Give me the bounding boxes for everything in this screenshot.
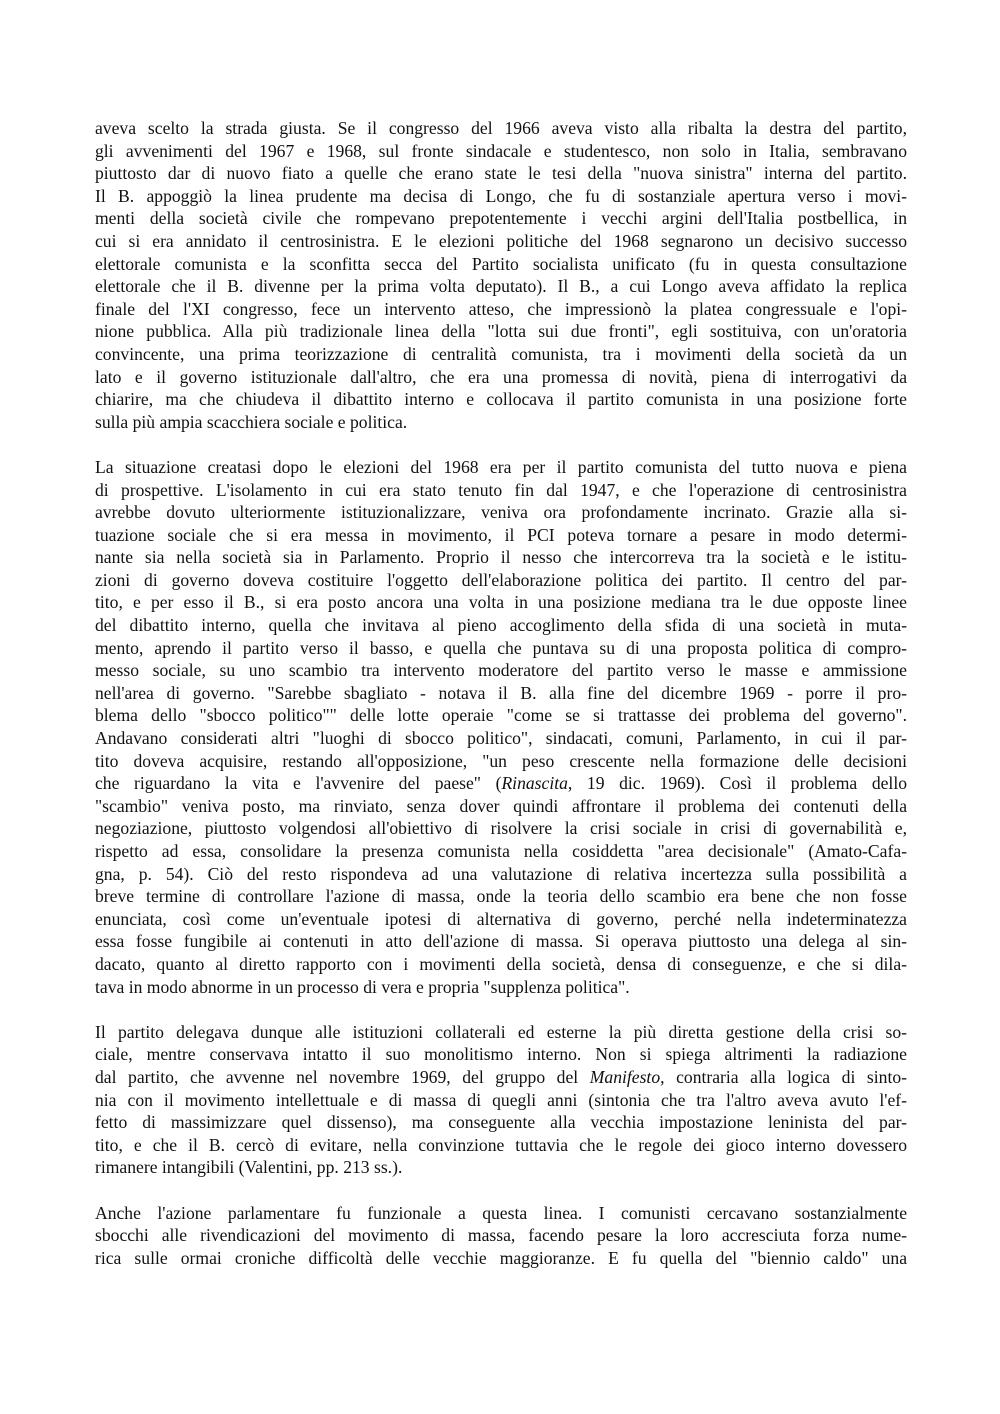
text-line: La situazione creatasi dopo le elezioni del 1968 era per il partito comunista del tutto nuova e piena <box>95 456 907 477</box>
text-line: finale del l'XI congresso, fece un intervento atteso, che impressionò la platea congressuale e l'opi- <box>95 298 907 319</box>
text-line: nell'area di governo. "Sarebbe sbagliato - notava il B. alla fine del dicembre 1969 - porre il pro- <box>95 682 907 703</box>
text-line: aveva scelto la strada giusta. Se il congresso del 1966 aveva visto alla ribalta la destra del partito, <box>95 118 907 138</box>
document-page <box>95 117 907 1292</box>
text-line: chiarire, ma che chiudeva il dibattito interno e collocava il partito comunista in una posizione forte <box>95 389 907 410</box>
text-segment: con il movimento intellettuale e di massa di quegli anni (sintonia che tra l'altro aveva avuto l'ef- <box>127 1089 907 1110</box>
text-line: nione pubblica. Alla più tradizionale linea della "lotta sui due fronti", egli sostituiva, con un'oratoria <box>95 321 907 342</box>
text-line: del dibattito interno, quella che invitava al pieno accoglimento della sfida di una società in muta- <box>95 615 907 636</box>
text-line: Anche l'azione parlamentare fu funzionale a questa linea. I comunisti cercavano sostanzialmente <box>95 1202 907 1223</box>
text-segment: , 19 dic. 1969). Così il problema dello <box>567 773 907 794</box>
text-line: negoziazione, piuttosto volgendosi all'obiettivo di risolvere la crisi sociale in crisi di governabilità e, <box>95 818 907 839</box>
text-line: elettorale comunista e la sconfitta secca del Partito socialista unificato (fu in questa consultazione <box>95 253 907 274</box>
text-line: elettorale che il B. divenne per la prima volta deputato). Il B., a cui Longo aveva affidato la replica <box>95 276 907 297</box>
text-segment: nia <box>95 1089 117 1110</box>
text-line: sbocchi alle rivendicazioni del movimento di massa, facendo pesare la loro accresciuta forza nume- <box>95 1225 907 1246</box>
text-line: sulla più ampia scacchiera sociale e politica. <box>95 411 408 432</box>
text-line: fetto di massimizzare quel dissenso), ma conseguente alla vecchia impostazione leninista del par- <box>95 1112 907 1133</box>
text-line: tito, e per esso il B., si era posto ancora una volta in una posizione mediana tra le due opposte linee <box>95 592 907 613</box>
text-line: messo sociale, su uno scambio tra intervento moderatore del partito verso le masse e ammissione <box>95 660 907 681</box>
text-line: di prospettive. L'isolamento in cui era stato tenuto fin dal 1947, e che l'operazione di centrosinistra <box>95 479 907 500</box>
text-segment: , contraria alla logica di sinto- <box>660 1066 907 1087</box>
text-line: rica sulle ormai croniche difficoltà delle vecchie maggioranze. E fu quella del "biennio caldo" una <box>95 1247 907 1268</box>
text-line: tuazione sociale che si era messa in movimento, il PCI poteva tornare a pesare in modo determi- <box>95 524 907 545</box>
text-line: ciale, mentre conservava intatto il suo monolitismo interno. Non si spiega altrimenti la radiazione <box>95 1044 907 1065</box>
text-line: Andavano considerati altri "luoghi di sbocco politico", sindacati, comuni, Parlamento, in cui il par- <box>95 728 907 749</box>
text-line: blema dello "sbocco politico"" delle lotte operaie "come se si trattasse dei problema del governo". <box>95 705 907 726</box>
text-line: tito, e che il B. cercò di evitare, nella convinzione tuttavia che le regole dei gioco interno dovessero <box>95 1134 907 1155</box>
text-line: tava in modo abnorme in un processo di vera e propria "supplenza politica". <box>95 976 630 997</box>
text-segment: dal partito, che avvenne nel novembre 1969, del gruppo del <box>95 1066 590 1087</box>
text-line: zioni di governo doveva costituire l'oggetto dell'elaborazione politica dei partito. Il centro del par- <box>95 569 907 590</box>
text-line: nante sia nella società sia in Parlamento. Proprio il nesso che intercorreva tra la società e le istitu- <box>95 547 907 568</box>
paragraph-1 <box>95 117 907 433</box>
text-line: Il B. appoggiò la linea prudente ma decisa di Longo, che fu di sostanziale apertura verso i movi- <box>95 185 907 206</box>
text-line: tito doveva acquisire, restando all'opposizione, "un peso crescente nella formazione delle decisioni <box>95 750 907 771</box>
paragraph-2 <box>95 456 907 998</box>
text-line: breve termine di controllare l'azione di massa, onde la teoria dello scambio era bene che non fosse <box>95 886 907 907</box>
text-line: rimanere intangibili (Valentini, pp. 213 ss.). <box>95 1157 403 1178</box>
text-line: gna, p. 54). Ciò del resto rispondeva ad una valutazione di relativa incertezza sulla possibilità a <box>95 863 907 884</box>
paragraph-3 <box>95 1021 907 1179</box>
text-line: Il partito delegava dunque alle istituzioni collaterali ed esterne la più diretta gestione della crisi so- <box>95 1021 907 1042</box>
paragraph-4 <box>95 1202 907 1270</box>
text-line: piuttosto dar di nuovo fiato a quelle che erano state le tesi della "nuova sinistra" interna del partito. <box>95 163 907 184</box>
text-segment: che riguardano la vita e l'avvenire del paese" ( <box>95 773 502 794</box>
text-line: menti della società civile che rompevano prepotentemente i vecchi argini dell'Italia postbellica, in <box>95 208 907 229</box>
text-line: mento, aprendo il partito verso il basso, e quella che puntava su di una proposta politica di compro- <box>95 637 907 658</box>
text-line: lato e il governo istituzionale dall'altro, che era una promessa di novità, piena di interrogativi da <box>95 366 907 387</box>
text-line: convincente, una prima teorizzazione di centralità comunista, tra i movimenti della società da un <box>95 343 907 364</box>
italic-title-manifesto: Manifesto <box>589 1066 661 1087</box>
text-line <box>95 1089 907 1112</box>
text-line: "scambio" veniva posto, ma rinviato, senza dover quindi affrontare il problema dei contenuti della <box>95 795 907 816</box>
text-line: rispetto ad essa, consolidare la presenza comunista nella cosiddetta "area decisionale" (Amato-Cafa- <box>95 841 907 861</box>
text-line: gli avvenimenti del 1967 e 1968, sul fronte sindacale e studentesco, non solo in Italia, sembravano <box>95 140 907 161</box>
text-line: essa fosse fungibile ai contenuti in atto dell'azione di massa. Si operava piuttosto una delega al sin- <box>95 931 907 952</box>
text-line-with-italic <box>95 1066 907 1089</box>
text-line: dacato, quanto al diretto rapporto con i movimenti della società, densa di conseguenze, e che si dila- <box>95 953 907 974</box>
text-line: cui si era annidato il centrosinistra. E le elezioni politiche del 1968 segnarono un decisivo successo <box>95 230 907 251</box>
italic-title-rinascita: Rinascita <box>501 773 568 794</box>
text-line-with-italic <box>95 772 907 795</box>
text-line: enunciata, così come un'eventuale ipotesi di alternativa di governo, perché nella indeterminatezza <box>95 908 907 929</box>
text-line: avrebbe dovuto ulteriormente istituzionalizzare, veniva ora profondamente incrinato. Grazie alla si- <box>95 502 907 523</box>
